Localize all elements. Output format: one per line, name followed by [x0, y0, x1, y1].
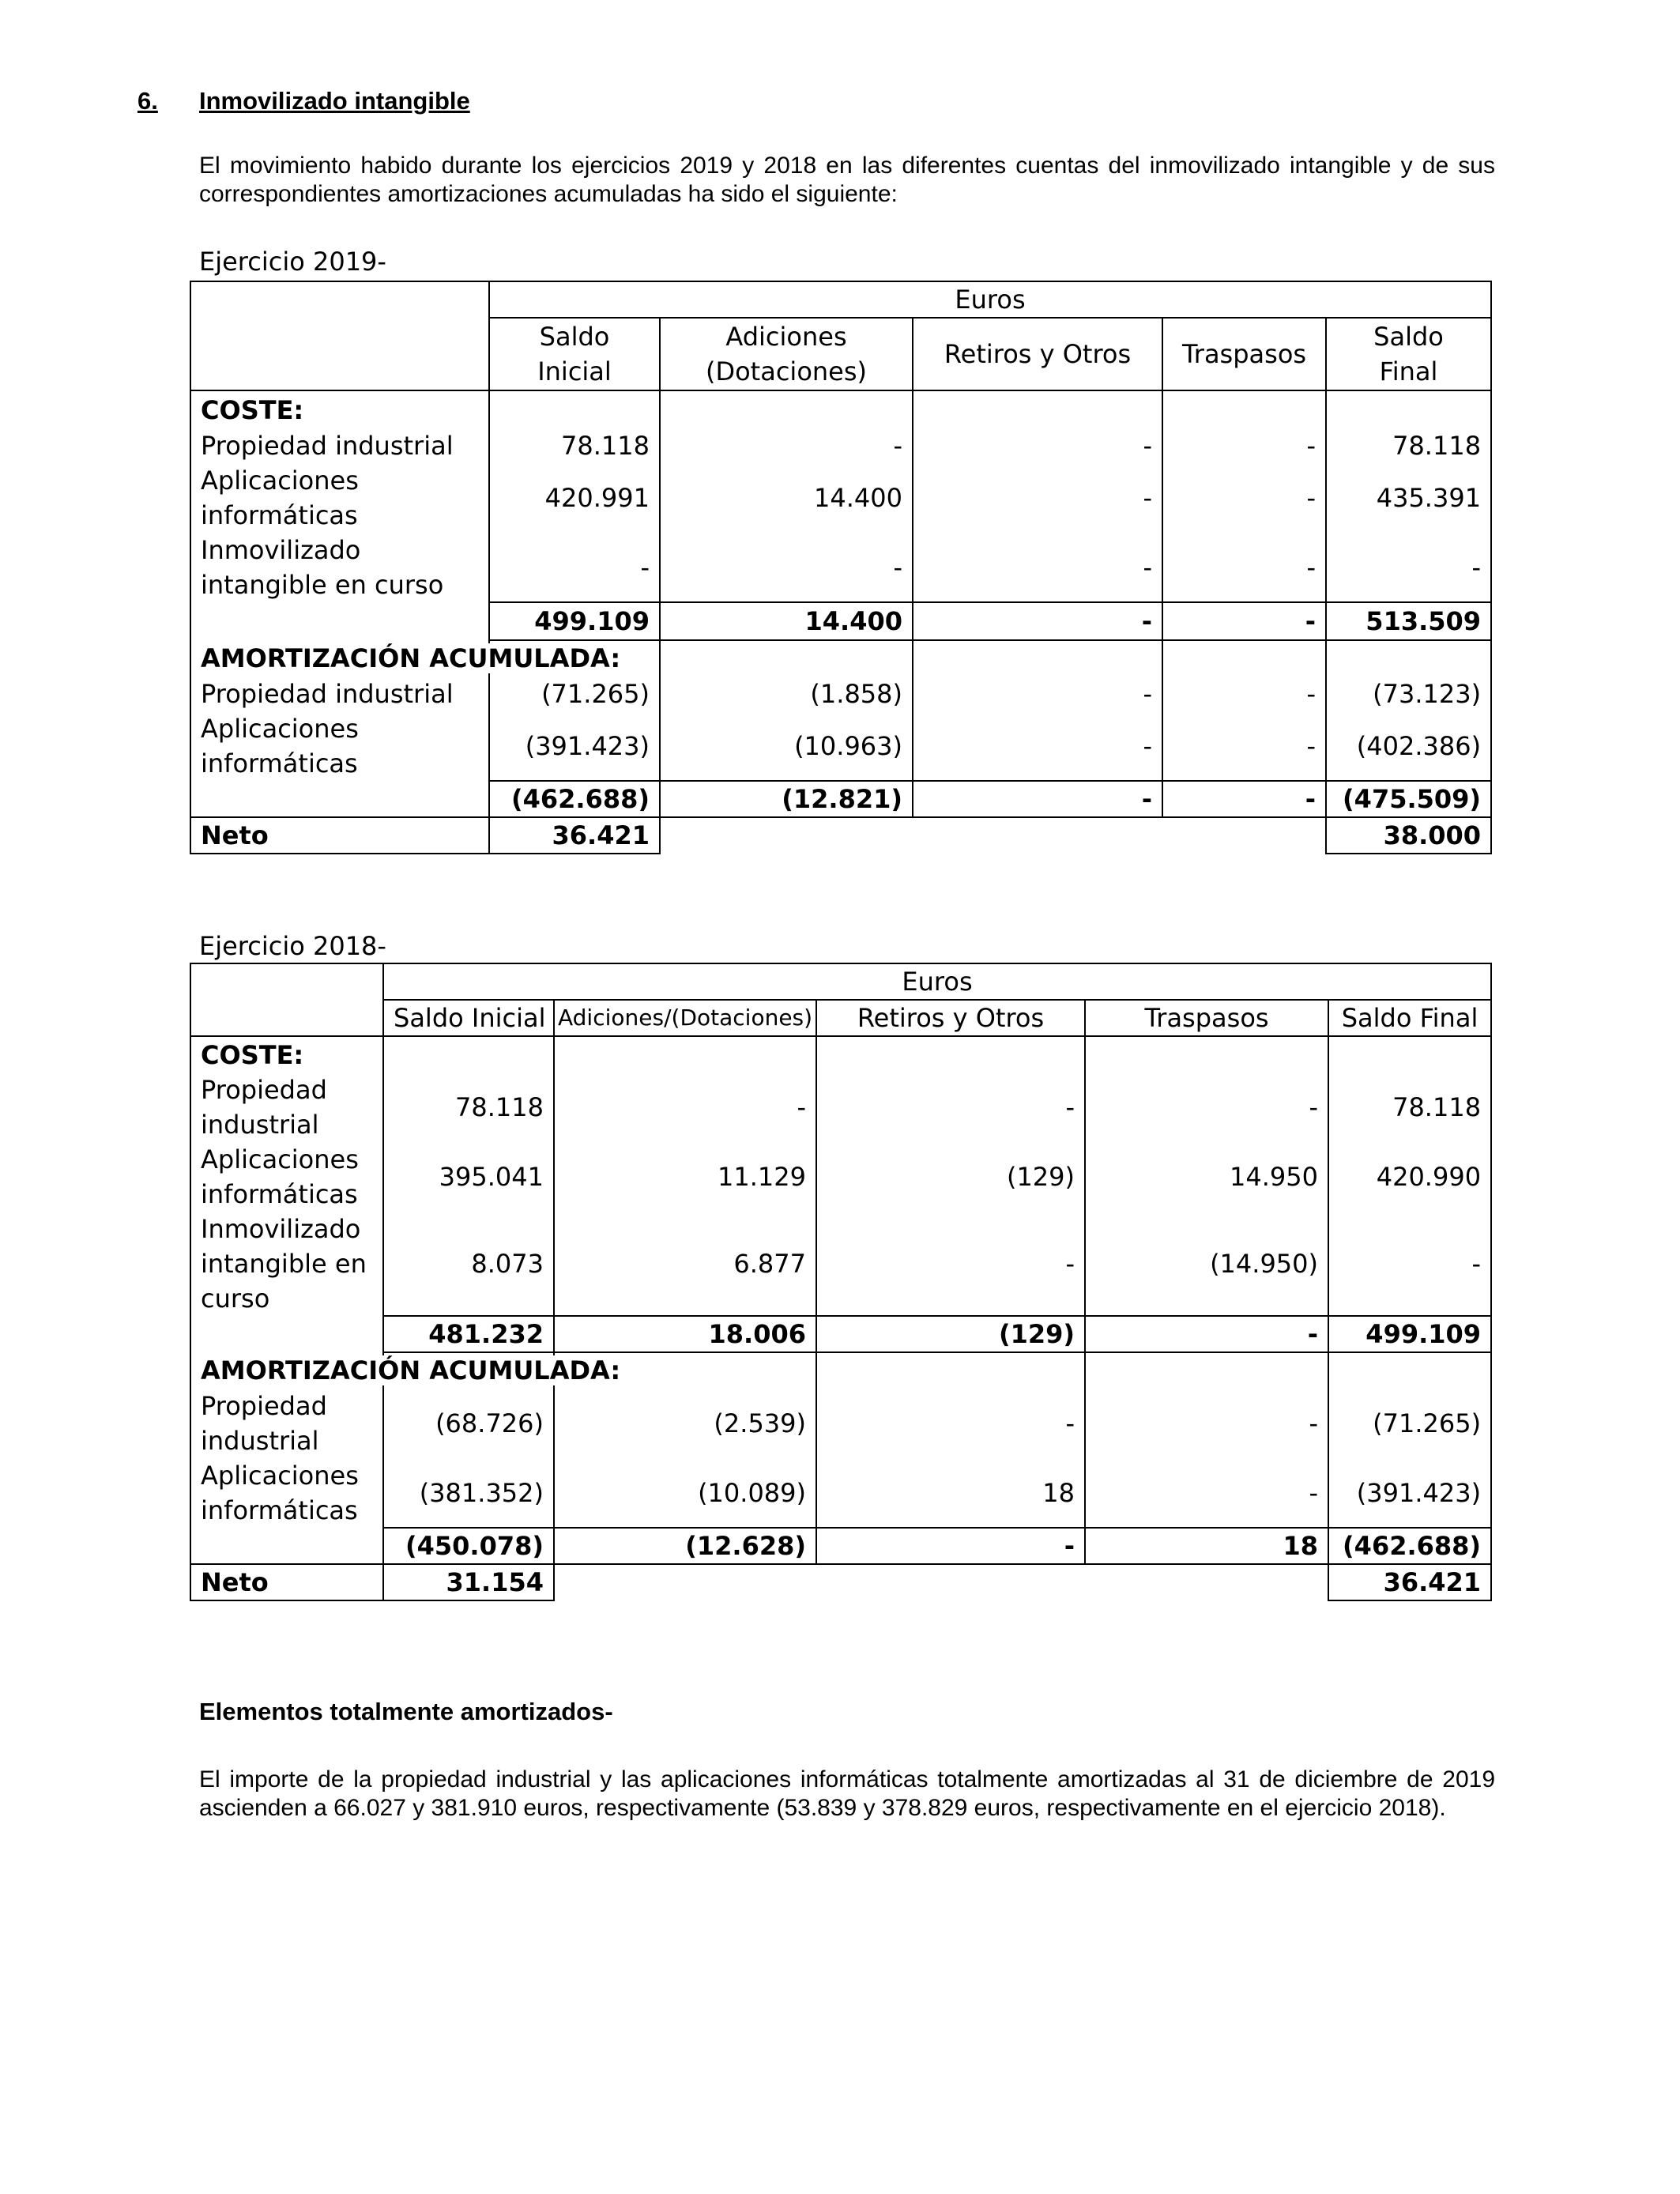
table-row: Propiedad industrial 78.118 - - - 78.118	[190, 1072, 1491, 1142]
amort-label: AMORTIZACIÓN ACUMULADA:	[190, 640, 489, 677]
header-saldo-final: Saldo Final	[1326, 318, 1491, 390]
table-row: Inmovilizado intangible en curso 8.073 6.877 - (14.950) -	[190, 1212, 1491, 1316]
section-heading	[137, 87, 470, 115]
header-saldo-final: Saldo Final	[1328, 1000, 1491, 1036]
neto-row: Neto 31.154 36.421	[190, 1564, 1491, 1600]
header-traspasos: Traspasos	[1162, 318, 1326, 390]
table-row: Propiedad industrial (71.265) (1.858) - - (73.123)	[190, 677, 1491, 711]
table-2018-euros: Euros	[383, 963, 1491, 1000]
amortizados-heading: Elementos totalmente amortizados-	[199, 1698, 613, 1725]
section-title: Inmovilizado intangible	[199, 87, 470, 115]
table-2019-euros: Euros	[489, 281, 1491, 318]
coste-label: COSTE:	[190, 390, 489, 428]
header-retiros: Retiros y Otros	[913, 318, 1162, 390]
table-2019-caption: Ejercicio 2019-	[199, 247, 386, 277]
coste-total-row: 481.232 18.006 (129) - 499.109	[190, 1316, 1491, 1352]
amortizados-paragraph: El importe de la propiedad industrial y las aplicaciones informáticas totalmente amortizadas al 31 de diciembre de 2019 ascienden a 66.027 y 381.910 euros, respectivamente (53.839 y 378.829 euros, respectivamente en el ejercicio 2018).	[199, 1766, 1495, 1821]
section-number: 6.	[137, 87, 158, 115]
coste-label: COSTE:	[190, 1036, 383, 1072]
header-traspasos: Traspasos	[1085, 1000, 1328, 1036]
table-row: Aplicaciones informáticas 395.041 11.129 (129) 14.950 420.990	[190, 1142, 1491, 1212]
table-2018-corner	[190, 963, 383, 1036]
table-row: Propiedad industrial (68.726) (2.539) - - (71.265)	[190, 1389, 1491, 1458]
amort-total-row: (450.078) (12.628) - 18 (462.688)	[190, 1528, 1491, 1564]
header-saldo-inicial: Saldo Inicial	[383, 1000, 554, 1036]
amort-label: AMORTIZACIÓN ACUMULADA:	[190, 1352, 383, 1389]
table-row: Aplicaciones informáticas (381.352) (10.089) 18 - (391.423)	[190, 1458, 1491, 1528]
header-adiciones: Adiciones (Dotaciones)	[660, 318, 913, 390]
neto-row: Neto 36.421 38.000	[190, 817, 1491, 854]
header-saldo-inicial: Saldo Inicial	[489, 318, 660, 390]
header-retiros: Retiros y Otros	[816, 1000, 1085, 1036]
table-row: Inmovilizado intangible en curso - - - - -	[190, 533, 1491, 602]
header-adiciones: Adiciones/(Dotaciones)	[554, 1000, 816, 1036]
table-2019-corner	[190, 281, 489, 390]
table-row: Aplicaciones informáticas (391.423) (10.963) - - (402.386)	[190, 711, 1491, 781]
table-row: Propiedad industrial 78.118 - - - 78.118	[190, 428, 1491, 463]
table-2018	[190, 963, 1492, 1601]
coste-total-row: 499.109 14.400 - - 513.509	[190, 602, 1491, 640]
table-2019	[190, 281, 1492, 854]
table-2018-caption: Ejercicio 2018-	[199, 931, 386, 961]
table-row: Aplicaciones informáticas 420.991 14.400 - - 435.391	[190, 463, 1491, 533]
intro-paragraph: El movimiento habido durante los ejercicios 2019 y 2018 en las diferentes cuentas del inmovilizado intangible y de sus correspondientes amortizaciones acumuladas ha sido el siguiente:	[199, 153, 1495, 207]
amort-total-row: (462.688) (12.821) - - (475.509)	[190, 781, 1491, 817]
